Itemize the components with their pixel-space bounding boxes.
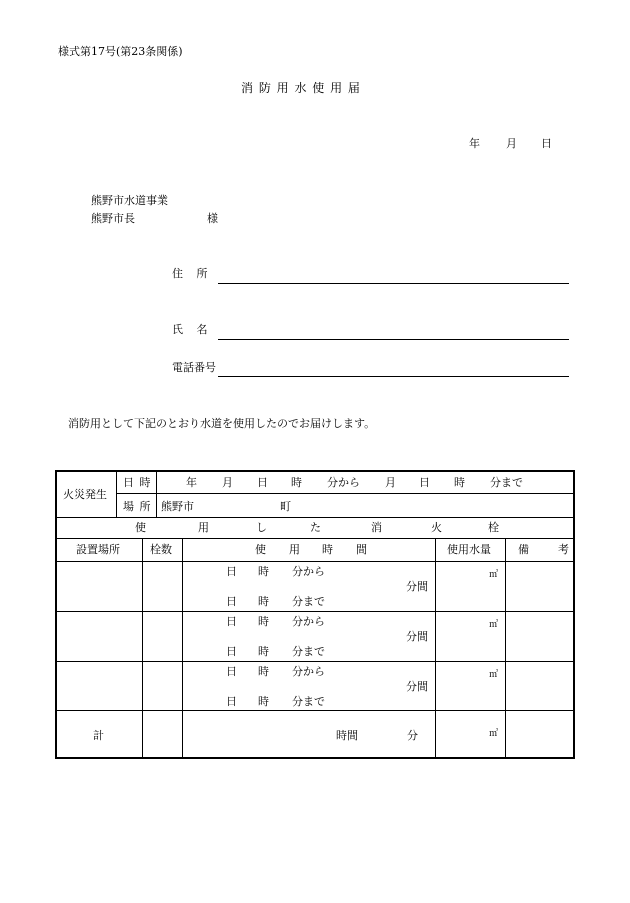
address-field[interactable] (218, 283, 569, 284)
phone-label: 電話番号 (172, 361, 216, 374)
grid-line (142, 538, 143, 759)
date-year-label: 年 (469, 137, 480, 150)
phone-field[interactable] (218, 376, 569, 377)
row3-minutes: 分間 (406, 680, 428, 693)
place-town: 町 (280, 500, 291, 513)
row2-from-hour: 時 (258, 615, 269, 628)
hydrant-usage-table (55, 470, 575, 759)
row1-from-minute: 分から (292, 565, 325, 578)
row3-unit: ㎥ (489, 670, 499, 680)
datetime-label: 日 時 (123, 476, 151, 489)
row1-to-hour: 時 (258, 595, 269, 608)
from-day: 日 (257, 476, 268, 489)
row1-minutes: 分間 (406, 580, 428, 593)
address-label: 住 所 (172, 267, 208, 280)
row2-from-day: 日 (226, 615, 237, 628)
row2-to-day: 日 (226, 645, 237, 658)
col-remarks-header: 考 (558, 543, 569, 556)
from-month: 月 (222, 476, 233, 489)
row3-to-minute: 分まで (292, 695, 325, 708)
to-month: 月 (385, 476, 396, 489)
form-title: 消 防 用 水 使 用 届 (241, 81, 361, 95)
hydrant-heading-char: 火 (431, 521, 442, 534)
grid-line (156, 472, 157, 517)
grid-line (116, 472, 117, 517)
row3-to-hour: 時 (258, 695, 269, 708)
place-city: 熊野市 (161, 500, 194, 513)
grid-line (435, 538, 436, 759)
grid-line (505, 538, 506, 759)
grid-line (57, 661, 575, 662)
grid-line (57, 611, 575, 612)
row1-from-hour: 時 (258, 565, 269, 578)
form-number: 様式第17号(第23条関係) (58, 45, 183, 58)
col-time-header: 用 (289, 543, 300, 556)
row2-unit: ㎥ (489, 620, 499, 630)
fire-occurrence-label: 火災発生 (63, 488, 107, 501)
row2-minutes: 分間 (406, 630, 428, 643)
grid-line (57, 538, 575, 539)
hydrant-heading-char: 用 (198, 521, 209, 534)
hydrant-heading-char: 使 (135, 521, 146, 534)
row2-from-minute: 分から (292, 615, 325, 628)
col-remarks-header: 備 (518, 543, 529, 556)
from-hour: 時 (291, 476, 302, 489)
col-volume-header: 使用水量 (447, 543, 491, 556)
row3-from-minute: 分から (292, 665, 325, 678)
row3-from-hour: 時 (258, 665, 269, 678)
to-hour: 時 (454, 476, 465, 489)
hydrant-heading-char: 栓 (488, 521, 499, 534)
place-label: 場 所 (123, 500, 151, 513)
hydrant-heading-char: し (256, 521, 267, 534)
hydrant-heading-char: 消 (371, 521, 382, 534)
row2-to-hour: 時 (258, 645, 269, 658)
grid-line (182, 538, 183, 759)
col-time-header: 間 (356, 543, 367, 556)
col-time-header: 使 (255, 543, 266, 556)
total-label: 計 (93, 729, 104, 742)
total-minutes: 分 (407, 729, 418, 742)
grid-line (57, 710, 575, 711)
to-minute: 分まで (490, 476, 523, 489)
addressee-line2: 熊野市長 (91, 212, 135, 225)
row1-unit: ㎥ (489, 570, 499, 580)
row1-to-minute: 分まで (292, 595, 325, 608)
addressee-line1: 熊野市水道事業 (91, 194, 168, 207)
col-count-header: 栓数 (150, 543, 172, 556)
row1-from-day: 日 (226, 565, 237, 578)
grid-line (116, 493, 575, 494)
hydrant-heading-char: た (310, 521, 321, 534)
row2-to-minute: 分まで (292, 645, 325, 658)
addressee-honorific: 様 (207, 212, 218, 225)
grid-line (57, 561, 575, 562)
col-time-header: 時 (322, 543, 333, 556)
name-label: 氏 名 (172, 323, 208, 336)
total-hours: 時間 (336, 729, 358, 742)
from-minute: 分から (327, 476, 360, 489)
date-month-label: 月 (506, 137, 517, 150)
date-day-label: 日 (541, 137, 552, 150)
to-day: 日 (419, 476, 430, 489)
grid-line (57, 517, 575, 518)
name-field[interactable] (218, 339, 569, 340)
row3-to-day: 日 (226, 695, 237, 708)
row1-to-day: 日 (226, 595, 237, 608)
statement-text: 消防用として下記のとおり水道を使用したのでお届けします。 (68, 417, 376, 430)
col-location-header: 設置場所 (76, 543, 120, 556)
from-year: 年 (186, 476, 197, 489)
row3-from-day: 日 (226, 665, 237, 678)
total-unit: ㎥ (489, 729, 499, 739)
